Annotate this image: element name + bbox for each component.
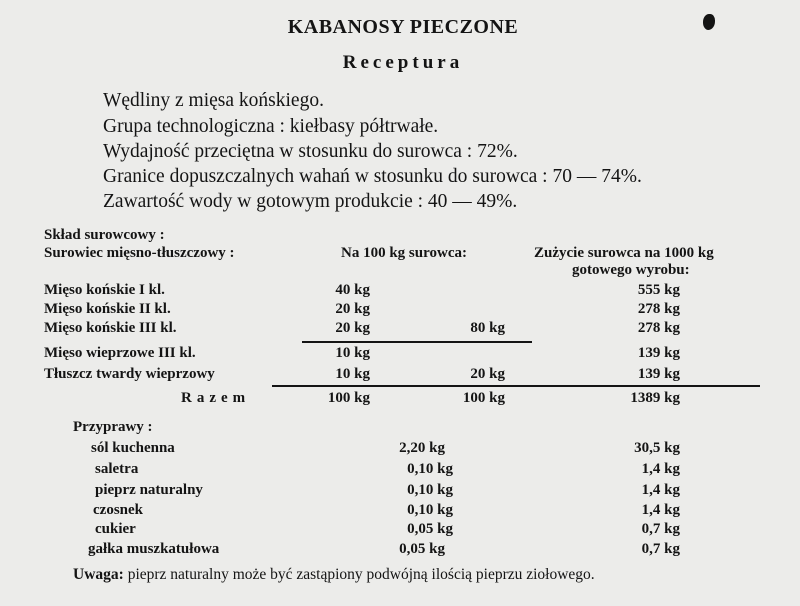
spice-row-amount: 0,05 kg [407,521,453,537]
info-line-technology-group: Grupa technologiczna : kiełbasy półtrwałe. [103,116,439,137]
spice-row-name: czosnek [93,502,143,518]
document-title: KABANOSY PIECZONE [287,16,519,38]
spice-row-consumption: 0,7 kg [641,541,680,557]
composition-row-amount: 10 kg [335,366,370,382]
composition-row-name: Mięso końskie II kl. [44,301,171,317]
spice-row-name: pieprz naturalny [95,482,203,498]
composition-row-name: Mięso końskie I kl. [44,282,165,298]
composition-row-subtotal: 80 kg [470,320,505,336]
total-subtotal: 100 kg [462,390,505,406]
spice-row-amount: 0,10 kg [407,482,453,498]
spice-row-amount: 0,05 kg [399,541,445,557]
info-line-tolerance: Granice dopuszczalnych wahań w stosunku do surowca : 70 — 74%. [103,166,642,187]
spice-row-name: sól kuchenna [91,440,175,456]
spice-row-consumption: 0,7 kg [641,521,680,537]
composition-row-consumption: 278 kg [637,301,680,317]
info-line-meat-type: Wędliny z mięsa końskiego. [103,90,324,111]
composition-heading: Skład surowcowy : [44,227,165,243]
composition-row-name: Tłuszcz twardy wieprzowy [44,366,215,382]
spices-heading: Przyprawy : [73,419,153,435]
spice-row-amount: 0,10 kg [407,461,453,477]
spice-row-consumption: 30,5 kg [634,440,680,456]
consumption-header-line2: gotowego wyrobu: [572,262,690,278]
spice-row-consumption: 1,4 kg [641,461,680,477]
composition-row-name: Mięso końskie III kl. [44,320,177,336]
spice-row-consumption: 1,4 kg [641,482,680,498]
per100-header: Na 100 kg surowca: [341,245,467,261]
spice-row-amount: 0,10 kg [407,502,453,518]
total-label: Razem [181,390,251,406]
info-line-yield: Wydajność przeciętna w stosunku do surowca : 72%. [103,141,518,162]
document-subtitle: Receptura [342,52,464,73]
spice-row-name: saletra [95,461,139,477]
note [73,566,595,584]
spice-row-name: gałka muszkatułowa [88,541,220,557]
composition-row-amount: 40 kg [335,282,370,298]
note-text: pieprz naturalny może być zastąpiony podwójną ilością pieprzu ziołowego. [127,566,595,583]
total-consumption: 1389 kg [630,390,680,406]
spice-row-name: cukier [95,521,136,537]
composition-row-consumption: 555 kg [637,282,680,298]
spice-row-amount: 2,20 kg [399,440,445,456]
composition-row-amount: 10 kg [335,345,370,361]
note-label: Uwaga: [73,566,124,583]
composition-row-amount: 20 kg [335,301,370,317]
composition-row-subtotal: 20 kg [470,366,505,382]
total-rule [272,385,760,387]
subtotal-rule [302,341,532,343]
raw-material-header: Surowiec mięsno-tłuszczowy : [44,245,235,261]
composition-row-name: Mięso wieprzowe III kl. [44,345,196,361]
composition-row-consumption: 139 kg [637,366,680,382]
total-amount: 100 kg [327,390,370,406]
composition-row-consumption: 139 kg [637,345,680,361]
info-line-water-content: Zawartość wody w gotowym produkcie : 40 — 49%. [103,191,518,212]
spice-row-consumption: 1,4 kg [641,502,680,518]
composition-row-amount: 20 kg [335,320,370,336]
composition-row-consumption: 278 kg [637,320,680,336]
consumption-header-line1: Zużycie surowca na 1000 kg [534,245,714,261]
